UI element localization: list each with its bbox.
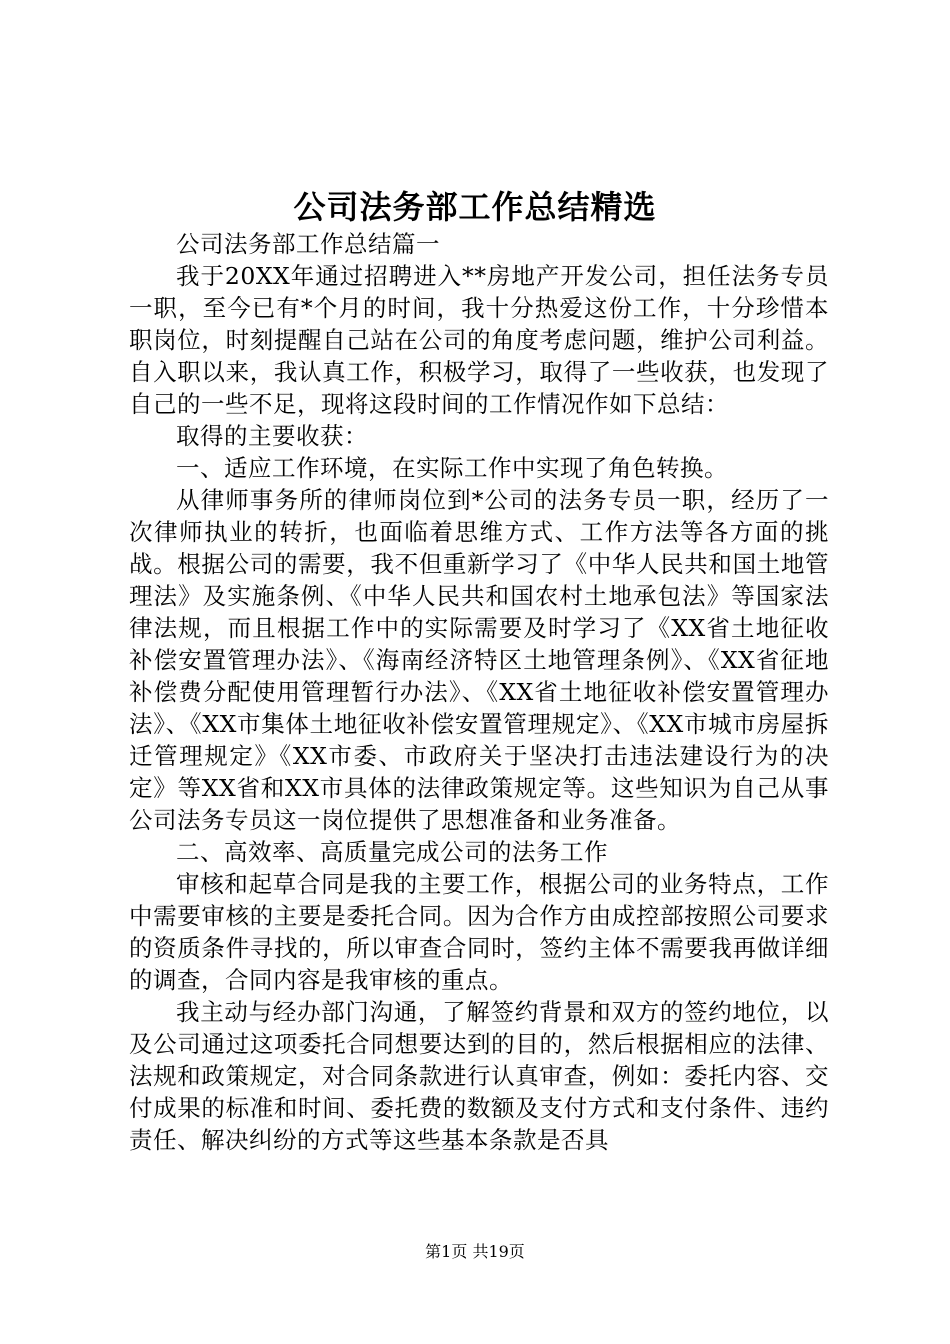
paragraph-item-two-detail: 我主动与经办部门沟通，了解签约背景和双方的签约地位，以及公司通过这项委托合同想要达到的目的，然后根据相应的法律、法规和政策规定，对合同条款进行认真审查，例如：委托内容、交付成果的标准和时间、委托费的数额及支付方式和支付条件、违约责任、解决纠纷的方式等这些基本条款是否具	[129, 998, 829, 1154]
paragraph-item-one-body: 从律师事务所的律师岗位到*公司的法务专员一职，经历了一次律师执业的转折，也面临着思维方式、工作方法等各方面的挑战。根据公司的需要，我不但重新学习了《中华人民共和国土地管理法》及实施条例、《中华人民共和国农村土地承包法》等国家法律法规，而且根据工作中的实际需要及时学习了《XX省土地征收补偿安置管理办法》、《海南经济特区土地管理条例》、《XX省征地补偿费分配使用管理暂行办法》、《XX省土地征收补偿安置管理办法》、《XX市集体土地征收补偿安置管理规定》、《XX市城市房屋拆迁管理规定》《XX市委、市政府关于坚决打击违法建设行为的决定》等XX省和XX市具体的法律政策规定等。这些知识为自己从事公司法务专员这一岗位提供了思想准备和业务准备。	[129, 486, 829, 834]
paragraph-section-heading: 公司法务部工作总结篇一	[176, 230, 440, 258]
document-body	[129, 228, 829, 1156]
paragraph-item-one-heading: 一、适应工作环境，在实际工作中实现了角色转换。	[176, 454, 728, 482]
paragraph-intro: 我于20XX年通过招聘进入**房地产开发公司，担任法务专员一职，至今已有*个月的时间，我十分热爱这份工作，十分珍惜本职岗位，时刻提醒自己站在公司的角度考虑问题，维护公司利益。自入职以来，我认真工作，积极学习，取得了一些收获，也发现了自己的一些不足，现将这段时间的工作情况作如下总结：	[129, 262, 829, 418]
page-number-footer: 第1页 共19页	[425, 1242, 525, 1261]
paragraph-item-two-body: 审核和起草合同是我的主要工作，根据公司的业务特点，工作中需要审核的主要是委托合同。因为合作方由成控部按照公司要求的资质条件寻找的，所以审查合同时，签约主体不需要我再做详细的调查，合同内容是我审核的重点。	[129, 870, 829, 994]
paragraph-gains-heading: 取得的主要收获：	[176, 422, 368, 450]
paragraph-item-two-heading: 二、高效率、高质量完成公司的法务工作	[176, 838, 608, 866]
document-title: 公司法务部工作总结精选	[293, 188, 657, 226]
